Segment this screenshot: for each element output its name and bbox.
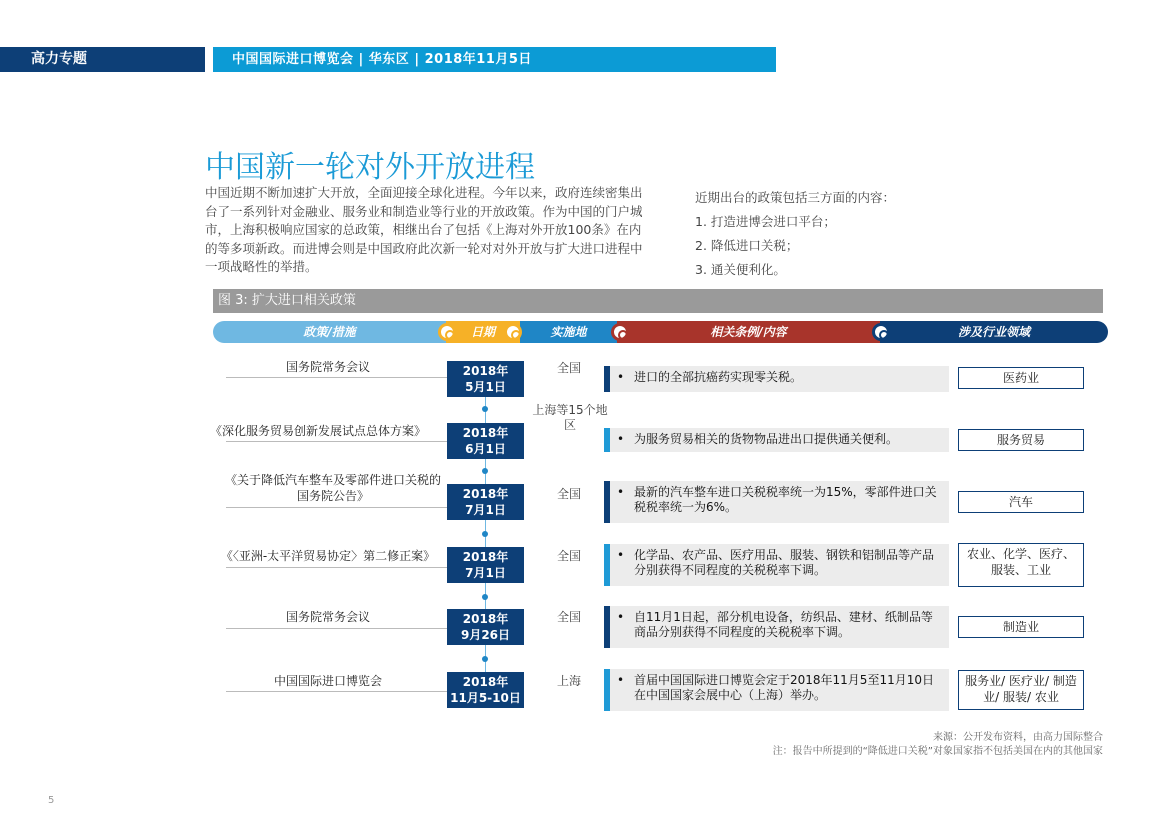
detail-box bbox=[604, 366, 949, 392]
policy-summary-heading: 近期出台的政策包括三方面的内容： bbox=[695, 190, 896, 205]
detail-text: 化学品、农产品、医疗用品、服装、钢铁和铝制品等产品分别获得不同程度的关税税率下调。 bbox=[634, 548, 935, 577]
target-marker-icon bbox=[611, 323, 629, 341]
column-header-date: 日期 bbox=[446, 321, 520, 343]
date-year: 2018年 bbox=[462, 364, 509, 378]
timeline-dot bbox=[482, 468, 488, 474]
detail-text: 最新的汽车整车进口关税税率统一为15%，零部件进口关税税率统一为6%。 bbox=[634, 485, 937, 514]
detail-box bbox=[604, 544, 949, 586]
intro-paragraph: 中国近期不断加速扩大开放，全面迎接全球化进程。今年以来，政府连续密集出台了一系列针对金融业、服务业和制造业等行业的开放政策。作为中国的门户城市，上海积极响应国家的总政策，相继出台了包括《上海对外开放100条》在内的等多项新政。而进博会则是中国政府此次新一轮对对外开放与扩大进口进程中一项战略性的举措。 bbox=[205, 185, 643, 274]
column-header-place: 实施地 bbox=[520, 321, 617, 343]
date-year: 2018年 bbox=[462, 487, 509, 501]
detail-text: 首届中国国际进口博览会定于2018年11月5至11月10日在中国国家会展中心（上海）举办。 bbox=[634, 673, 934, 702]
footnote-text: 注：报告中所提到的“降低进口关税”对象国家指不包括美国在内的其他国家 bbox=[772, 746, 1103, 757]
place-label: 全国 bbox=[556, 610, 581, 624]
target-marker-icon bbox=[872, 323, 890, 341]
date-box bbox=[447, 361, 524, 397]
bullet-icon: • bbox=[617, 673, 625, 687]
timeline-dot bbox=[482, 656, 488, 662]
date-box bbox=[447, 423, 524, 459]
policy-name: 国务院常务会议 bbox=[285, 360, 370, 374]
industry-box: 服务业/ 医疗业/ 制造业/ 服装/ 农业 bbox=[958, 670, 1084, 710]
date-box bbox=[447, 484, 524, 520]
date-box bbox=[447, 609, 524, 645]
detail-box bbox=[604, 481, 949, 523]
industry-box: 制造业 bbox=[958, 616, 1084, 638]
column-header-industry: 涉及行业领域 bbox=[880, 321, 1108, 343]
page-number: 5 bbox=[48, 795, 55, 806]
header-section-label: 高力专题 bbox=[0, 47, 205, 72]
place-label: 全国 bbox=[556, 361, 581, 375]
bullet-icon: • bbox=[617, 548, 625, 562]
date-day: 11月5-10日 bbox=[450, 691, 521, 705]
bullet-icon: • bbox=[617, 432, 625, 446]
policy-summary-item: 2. 降低进口关税； bbox=[695, 238, 799, 253]
place-label: 上海 bbox=[556, 674, 581, 688]
row-divider bbox=[226, 628, 447, 629]
industry-box: 医药业 bbox=[958, 367, 1084, 389]
detail-box bbox=[604, 669, 949, 711]
place-label: 上海等15个地区 bbox=[532, 403, 608, 432]
date-year: 2018年 bbox=[462, 675, 509, 689]
source-note bbox=[773, 731, 1103, 759]
date-day: 5月1日 bbox=[465, 380, 506, 394]
timeline-dot bbox=[482, 594, 488, 600]
page-title: 中国新一轮对外开放进程 bbox=[205, 150, 535, 185]
figure-caption: 图 3: 扩大进口相关政策 bbox=[213, 289, 1103, 313]
date-day: 6月1日 bbox=[465, 442, 506, 456]
detail-text: 进口的全部抗癌药实现零关税。 bbox=[634, 370, 803, 384]
policy-summary bbox=[695, 186, 895, 282]
timeline-dot bbox=[482, 531, 488, 537]
date-box bbox=[447, 547, 524, 583]
date-box bbox=[447, 672, 524, 708]
industry-box: 服务贸易 bbox=[958, 429, 1084, 451]
header-event-banner: 中国国际进口博览会 | 华东区 | 2018年11月5日 bbox=[213, 47, 776, 72]
source-text: 来源：公开发布资料，由高力国际整合 bbox=[933, 732, 1103, 743]
policy-summary-item: 1. 打造进博会进口平台； bbox=[695, 214, 836, 229]
date-year: 2018年 bbox=[462, 612, 509, 626]
policy-name: 国务院常务会议 bbox=[285, 610, 370, 624]
policy-name: 《关于降低汽车整车及零部件进口关税的国务院公告》 bbox=[224, 473, 441, 503]
place-label: 全国 bbox=[556, 487, 581, 501]
detail-text: 自11月1日起，部分机电设备，纺织品、建材、纸制品等商品分别获得不同程度的关税税率下调。 bbox=[634, 610, 933, 639]
timeline-dot bbox=[482, 406, 488, 412]
detail-box bbox=[604, 428, 949, 452]
bullet-icon: • bbox=[617, 485, 625, 499]
target-marker-icon bbox=[438, 323, 456, 341]
policy-summary-item: 3. 通关便利化。 bbox=[695, 262, 786, 277]
place-label: 全国 bbox=[556, 549, 581, 563]
policy-name: 《〈亚洲-太平洋贸易协定〉第二修正案》 bbox=[220, 549, 436, 563]
date-day: 9月26日 bbox=[460, 628, 511, 642]
row-divider bbox=[226, 377, 447, 378]
date-year: 2018年 bbox=[462, 550, 509, 564]
date-year: 2018年 bbox=[462, 426, 509, 440]
row-divider bbox=[226, 507, 447, 508]
detail-box bbox=[604, 606, 949, 648]
row-divider bbox=[226, 441, 447, 442]
column-header-detail: 相关条例/内容 bbox=[617, 321, 880, 343]
policy-name: 《深化服务贸易创新发展试点总体方案》 bbox=[209, 424, 426, 438]
policy-name: 中国国际进口博览会 bbox=[273, 674, 382, 688]
bullet-icon: • bbox=[617, 370, 625, 384]
industry-box: 汽车 bbox=[958, 491, 1084, 513]
date-day: 7月1日 bbox=[465, 566, 506, 580]
column-header-policy: 政策/措施 bbox=[213, 321, 446, 343]
target-marker-icon bbox=[504, 323, 522, 341]
detail-text: 为服务贸易相关的货物物品进出口提供通关便利。 bbox=[634, 432, 899, 446]
row-divider bbox=[226, 567, 447, 568]
row-divider bbox=[226, 691, 447, 692]
date-day: 7月1日 bbox=[465, 503, 506, 517]
industry-box: 农业、化学、医疗、服装、工业 bbox=[958, 543, 1084, 587]
bullet-icon: • bbox=[617, 610, 625, 624]
